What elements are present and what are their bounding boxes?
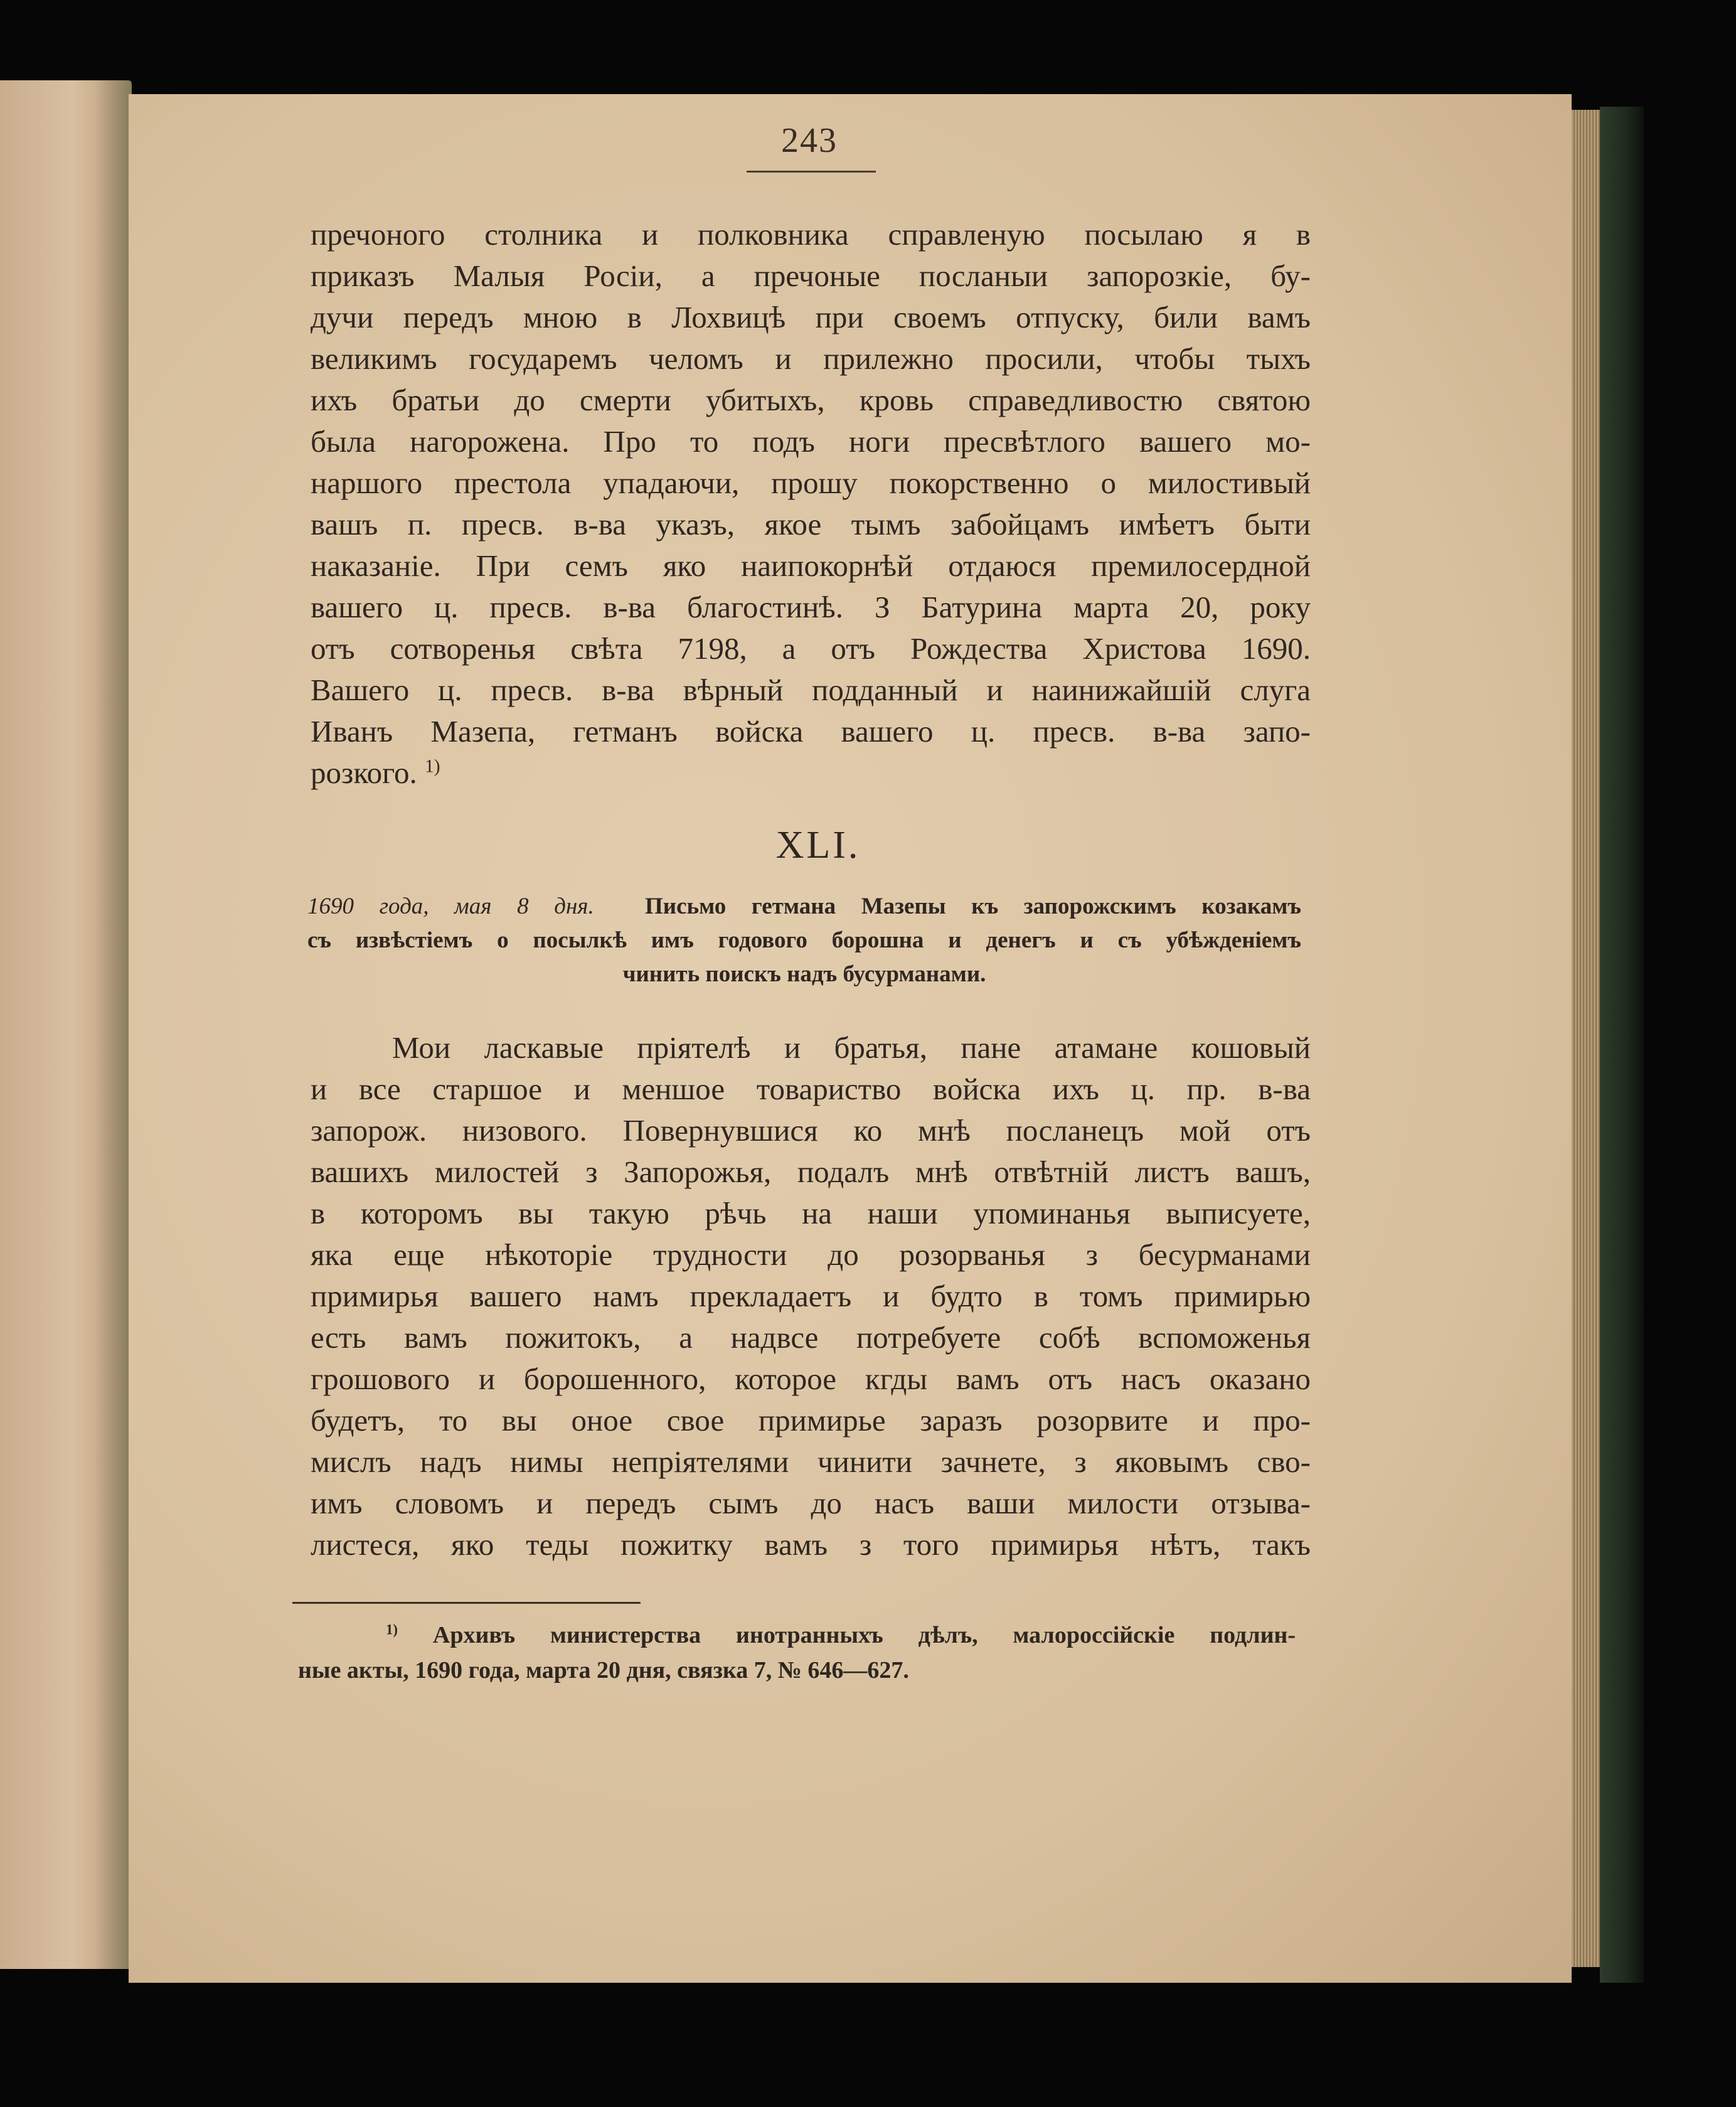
intro-line: ихъ братьи до смерти убитыхъ, кровь справедливостю святою bbox=[311, 383, 1311, 417]
letter-line: запорож. низового. Повернувшися ко мнѣ посланецъ мой отъ bbox=[311, 1113, 1311, 1148]
letter-line: грошового и борошенного, которое кгды вамъ отъ насъ оказано bbox=[311, 1362, 1311, 1396]
intro-line: вашъ п. пресв. в-ва указъ, якое тымъ забойцамъ имѣетъ быти bbox=[311, 507, 1311, 541]
letter-line: есть вамъ пожитокъ, а надвсе потребуете собѣ вспоможенья bbox=[311, 1320, 1311, 1355]
book-cover bbox=[1600, 107, 1644, 1983]
letter-line: мислъ надъ нимы непріятелями чинити зачнете, з яковымъ сво- bbox=[311, 1444, 1311, 1479]
intro-line: великимъ государемъ челомъ и прилежно просили, чтобы тыхъ bbox=[311, 341, 1311, 376]
letter-line: яка еще нѣкоторіе трудности до розорванья з бесурманами bbox=[311, 1237, 1311, 1272]
footnote-line-2: ные акты, 1690 года, марта 20 дня, связка 7, № 646—627. bbox=[298, 1657, 909, 1683]
section-heading: XLI. bbox=[775, 824, 861, 867]
letter-line: Мои ласкавые пріятелѣ и братья, пане атамане кошовый bbox=[392, 1030, 1311, 1065]
letter-line: листеся, яко теды пожитку вамъ з того примирья нѣтъ, такъ bbox=[311, 1527, 1311, 1562]
letter-line: будетъ, то вы оное свое примирье заразъ розорвите и про- bbox=[311, 1403, 1311, 1438]
intro-line: наказаніе. При семъ яко наипокорнѣй отдаюся премилосердной bbox=[311, 548, 1311, 583]
summary-line-3: чинить поискъ надъ бусурманами. bbox=[622, 961, 986, 987]
letter-line: примирья вашего намъ прекладаетъ и будто в томъ примирью bbox=[311, 1279, 1311, 1313]
letter-line: в которомъ вы такую рѣчь на наши упоминанья выписуете, bbox=[311, 1196, 1311, 1230]
page-block-edges bbox=[1572, 110, 1600, 1967]
letter-line: и все старшое и меншое товариство войска ихъ ц. пр. в-ва bbox=[311, 1072, 1311, 1106]
footnote-mark: 1) bbox=[386, 1621, 398, 1638]
letter-line: вашихъ милостей з Запорожья, подалъ мнѣ отвѣтній листъ вашъ, bbox=[311, 1155, 1311, 1189]
summary-line-1 bbox=[307, 891, 1301, 922]
intro-line: пречоного столника и полковника справленую посылаю я в bbox=[311, 217, 1311, 252]
footnote-rule bbox=[292, 1602, 641, 1604]
intro-line: Иванъ Мазепа, гетманъ войска вашего ц. пресв. в-ва запо- bbox=[311, 714, 1311, 749]
letter-line: имъ словомъ и передъ сымъ до насъ ваши милости отзыва- bbox=[311, 1486, 1311, 1520]
intro-line: отъ сотворенья свѣта 7198, а отъ Рождества Христова 1690. bbox=[311, 631, 1311, 666]
page-number: 243 bbox=[781, 121, 838, 160]
intro-line: Вашего ц. пресв. в-ва вѣрный подданный и наинижайшій слуга bbox=[311, 673, 1311, 707]
intro-line: дучи передъ мною в Лохвицѣ при своемъ отпуску, били вамъ bbox=[311, 300, 1311, 334]
footnote-line-1 bbox=[311, 1619, 1296, 1651]
page-number-underline bbox=[747, 171, 876, 173]
summary-line-2: съ извѣстіемъ о посылкѣ имъ годового борошна и денегъ и съ убѣжденіемъ bbox=[307, 927, 1301, 953]
intro-line: приказъ Малыя Росіи, а пречоные посланыи запорозкіе, бу- bbox=[311, 259, 1311, 293]
book-gutter bbox=[94, 80, 132, 1969]
intro-line: наршого престола упадаючи, прошу покорственно о милостивый bbox=[311, 466, 1311, 500]
intro-line: вашего ц. пресв. в-ва благостинѣ. З Батурина марта 20, року bbox=[311, 590, 1311, 624]
footnote-ref: 1) bbox=[425, 756, 440, 777]
intro-line: была нагорожена. Про то подъ ноги пресвѣтлого вашего мо- bbox=[311, 424, 1311, 459]
intro-last-line bbox=[311, 753, 1311, 793]
summary-text: Письмо гетмана Мазепы къ запорожскимъ козакамъ bbox=[645, 893, 1301, 919]
summary-date: 1690 года, мая 8 дня. bbox=[307, 893, 594, 919]
intro-line: розкого. bbox=[311, 755, 417, 790]
footnote-text: Архивъ министерства инотранныхъ дѣлъ, малороссійскіе подлин- bbox=[432, 1622, 1296, 1648]
